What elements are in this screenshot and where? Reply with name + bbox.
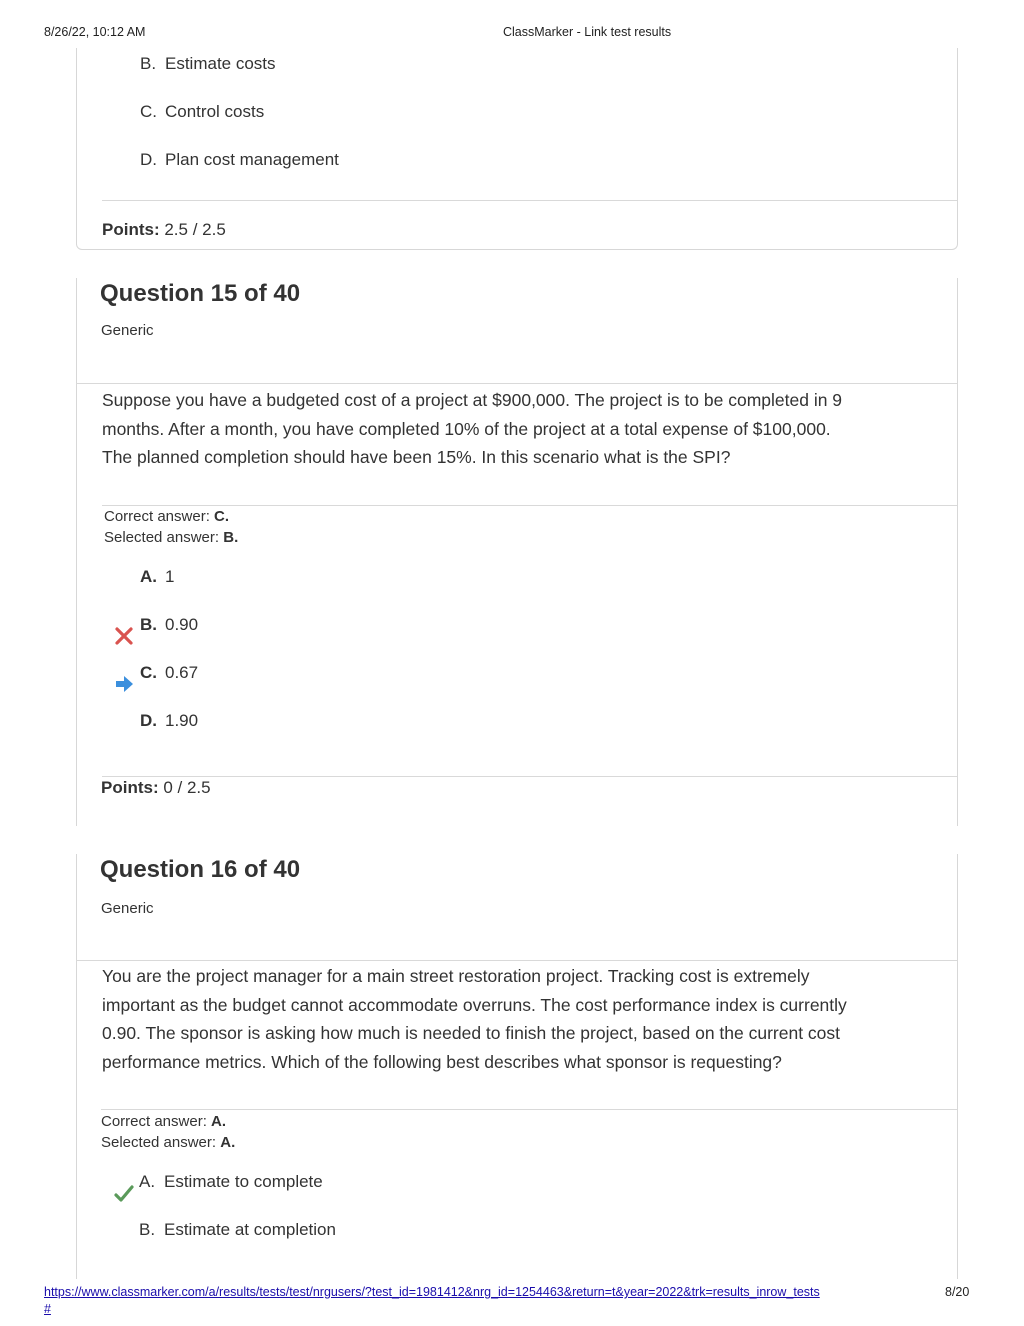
option-text: Control costs xyxy=(165,102,265,121)
option-letter: C. xyxy=(140,102,157,121)
question-text-line: months. After a month, you have completed 10% of the project at a total expense of $100,000. xyxy=(102,418,831,439)
print-title: ClassMarker - Link test results xyxy=(503,25,672,39)
question-text-line: important as the budget cannot accommodate overruns. The cost performance index is currently xyxy=(102,994,847,1015)
points-label: Points: xyxy=(102,220,160,239)
option-text: 1 xyxy=(165,567,175,586)
divider xyxy=(101,1109,957,1110)
points-value: 2.5 / 2.5 xyxy=(164,220,226,239)
close-x-icon xyxy=(114,626,134,646)
points-row xyxy=(102,220,226,240)
card-border-right xyxy=(957,48,958,242)
correct-answer-label: Correct answer: xyxy=(104,508,210,525)
option-letter: D. xyxy=(140,150,157,169)
arrow-right-icon xyxy=(114,674,134,694)
option-letter: B. xyxy=(140,615,157,634)
option-c xyxy=(140,102,264,122)
correct-answer-row xyxy=(101,1111,226,1132)
option-b xyxy=(139,1220,336,1240)
question-text-line: Suppose you have a budgeted cost of a project at $900,000. The project is to be completed in 9 xyxy=(102,390,843,410)
divider xyxy=(102,505,957,506)
correct-answer-value: A. xyxy=(211,1113,227,1130)
correct-answer-label: Correct answer: xyxy=(101,1113,207,1130)
question-title: Question 16 of 40 xyxy=(100,856,301,883)
correct-answer-value: C. xyxy=(214,508,230,525)
divider xyxy=(76,383,957,384)
points-label: Points: xyxy=(101,778,159,797)
option-letter: A. xyxy=(139,1172,156,1191)
option-c xyxy=(140,663,198,683)
selected-answer-label: Selected answer: xyxy=(104,529,220,546)
question-text xyxy=(102,386,902,472)
selected-answer-row xyxy=(104,527,238,548)
option-letter: B. xyxy=(139,1220,156,1239)
question-text-line: 0.90. The sponsor is asking how much is needed to finish the project, based on the current cost xyxy=(102,1023,841,1043)
option-text: Estimate costs xyxy=(165,54,276,73)
card-border-right xyxy=(957,278,958,826)
option-b xyxy=(140,54,276,74)
page-number: 8/20 xyxy=(945,1285,970,1299)
question-text-line: performance metrics. Which of the following best describes what sponsor is requesting? xyxy=(102,1051,782,1072)
option-letter: A. xyxy=(140,567,157,586)
divider xyxy=(102,776,957,777)
card-border-right xyxy=(957,854,958,1279)
points-row xyxy=(101,778,211,798)
divider xyxy=(102,200,957,201)
page-url-link-continued[interactable]: # xyxy=(44,1302,51,1316)
option-text: 0.67 xyxy=(165,663,199,682)
question-text xyxy=(102,962,922,1076)
question-text-line: The planned completion should have been 15%. In this scenario what is the SPI? xyxy=(102,447,731,467)
option-text: 0.90 xyxy=(165,615,199,634)
question-title: Question 15 of 40 xyxy=(100,280,301,307)
checkmark-icon xyxy=(114,1184,134,1204)
option-text: Estimate to complete xyxy=(164,1172,323,1191)
card-border-left xyxy=(76,854,77,1279)
points-value: 0 / 2.5 xyxy=(163,778,211,797)
option-d xyxy=(140,711,198,731)
page-url-link[interactable]: https://www.classmarker.com/a/results/tests/test/nrgusers/?test_id=1981412&nrg_id=1254463&return=t&year=2022&trk=results_inrow_tests xyxy=(44,1285,820,1299)
option-letter: B. xyxy=(140,54,157,73)
option-text: Plan cost management xyxy=(165,150,339,169)
option-a xyxy=(139,1172,323,1192)
selected-answer-value: B. xyxy=(223,529,239,546)
question-text-line: You are the project manager for a main street restoration project. Tracking cost is extremely xyxy=(102,966,810,986)
question-category: Generic xyxy=(101,900,154,917)
divider xyxy=(76,960,957,961)
card-border-left xyxy=(76,278,77,826)
selected-answer-row xyxy=(101,1132,235,1153)
option-b xyxy=(140,615,198,635)
option-letter: D. xyxy=(140,711,157,730)
question-category: Generic xyxy=(101,322,154,339)
option-text: 1.90 xyxy=(165,711,199,730)
print-datetime: 8/26/22, 10:12 AM xyxy=(44,25,146,39)
correct-answer-row xyxy=(104,506,229,527)
selected-answer-label: Selected answer: xyxy=(101,1134,217,1151)
option-text: Estimate at completion xyxy=(164,1220,336,1239)
card-border-left xyxy=(76,48,77,242)
option-letter: C. xyxy=(140,663,157,682)
option-d xyxy=(140,150,339,170)
selected-answer-value: A. xyxy=(220,1134,236,1151)
option-a xyxy=(140,567,174,587)
